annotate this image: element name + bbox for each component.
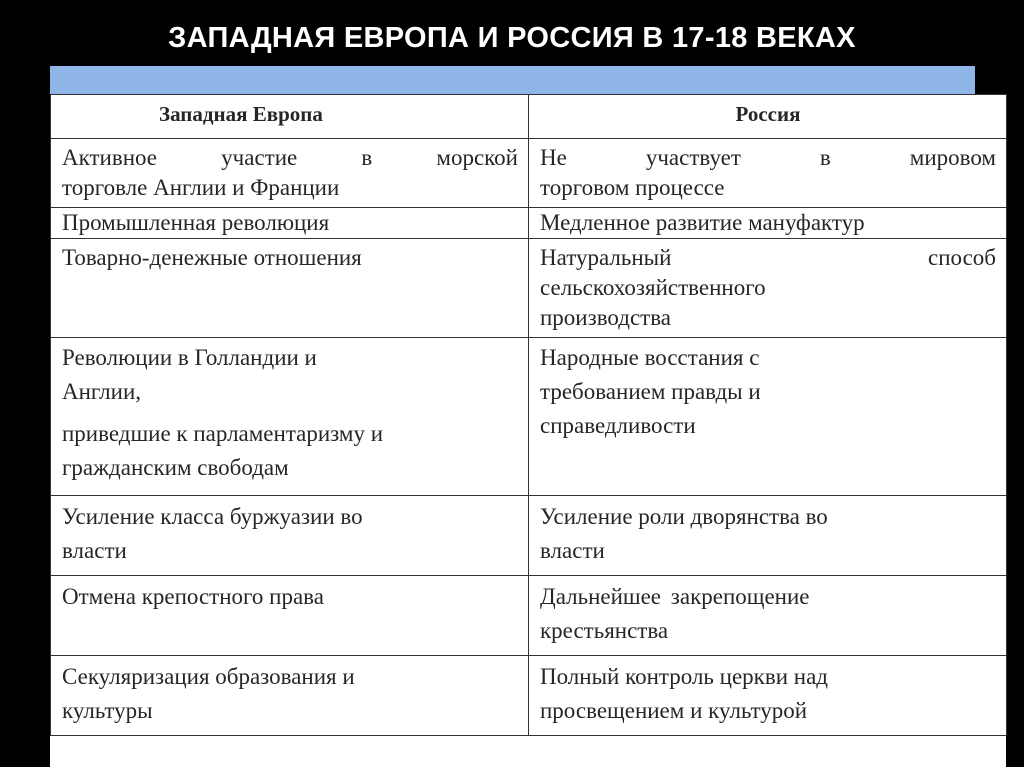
cell-line: власти bbox=[540, 538, 605, 563]
cell-west bbox=[51, 496, 529, 576]
cell-line: просвещением и культурой bbox=[540, 698, 808, 723]
cell-line: Промышленная революция bbox=[62, 210, 330, 235]
table-row bbox=[51, 656, 1007, 736]
cell-line: Отмена крепостного права bbox=[62, 584, 324, 609]
cell-west bbox=[51, 576, 529, 656]
cell-line: Дальнейшее закрепощение bbox=[540, 584, 810, 609]
cell-line: Активное участие в морской bbox=[62, 145, 518, 170]
cell-russia bbox=[529, 239, 1007, 338]
cell-russia bbox=[529, 338, 1007, 496]
cell-line: крестьянства bbox=[540, 618, 669, 643]
table-row bbox=[51, 576, 1007, 656]
cell-line: торговле Англии и Франции bbox=[62, 175, 340, 200]
table-header-row bbox=[51, 95, 1007, 139]
cell-russia bbox=[529, 139, 1007, 208]
header-west-europe: Западная Европа bbox=[51, 95, 529, 139]
cell-line: Англии, bbox=[62, 379, 142, 404]
header-russia: Россия bbox=[529, 95, 1007, 139]
cell-line: гражданским свободам bbox=[62, 455, 289, 480]
cell-line: приведшие к парламентаризму и bbox=[62, 421, 384, 446]
cell-line: Товарно-денежные отношения bbox=[62, 245, 362, 270]
cell-line: справедливости bbox=[540, 413, 696, 438]
cell-line: власти bbox=[62, 538, 127, 563]
cell-line: культуры bbox=[62, 698, 153, 723]
cell-line: производства bbox=[540, 305, 671, 330]
cell-line: Народные восстания с bbox=[540, 345, 760, 370]
slide-title: ЗАПАДНАЯ ЕВРОПА И РОССИЯ В 17-18 ВЕКАХ bbox=[168, 22, 856, 54]
cell-russia bbox=[529, 656, 1007, 736]
cell-west bbox=[51, 338, 529, 496]
blue-header-band bbox=[50, 66, 975, 96]
cell-line: Секуляризация образования и bbox=[62, 664, 355, 689]
table-row bbox=[51, 239, 1007, 338]
cell-russia bbox=[529, 208, 1007, 239]
table-row bbox=[51, 208, 1007, 239]
comparison-table bbox=[50, 94, 1007, 736]
cell-west bbox=[51, 239, 529, 338]
cell-russia bbox=[529, 496, 1007, 576]
table-row bbox=[51, 496, 1007, 576]
cell-west bbox=[51, 208, 529, 239]
cell-line: Натуральный способ bbox=[540, 245, 996, 270]
cell-line: Не участвует в мировом bbox=[540, 145, 996, 170]
cell-line: Усиление роли дворянства во bbox=[540, 504, 828, 529]
table-row bbox=[51, 139, 1007, 208]
cell-line: Усиление класса буржуазии во bbox=[62, 504, 363, 529]
cell-russia bbox=[529, 576, 1007, 656]
cell-line: сельскохозяйственного bbox=[540, 275, 766, 300]
table-row bbox=[51, 338, 1007, 496]
cell-line: Медленное развитие мануфактур bbox=[540, 210, 865, 235]
cell-line: Революции в Голландии и bbox=[62, 345, 317, 370]
cell-line: Полный контроль церкви над bbox=[540, 664, 828, 689]
cell-west bbox=[51, 656, 529, 736]
cell-west bbox=[51, 139, 529, 208]
cell-line: требованием правды и bbox=[540, 379, 761, 404]
cell-line: торговом процессе bbox=[540, 175, 725, 200]
